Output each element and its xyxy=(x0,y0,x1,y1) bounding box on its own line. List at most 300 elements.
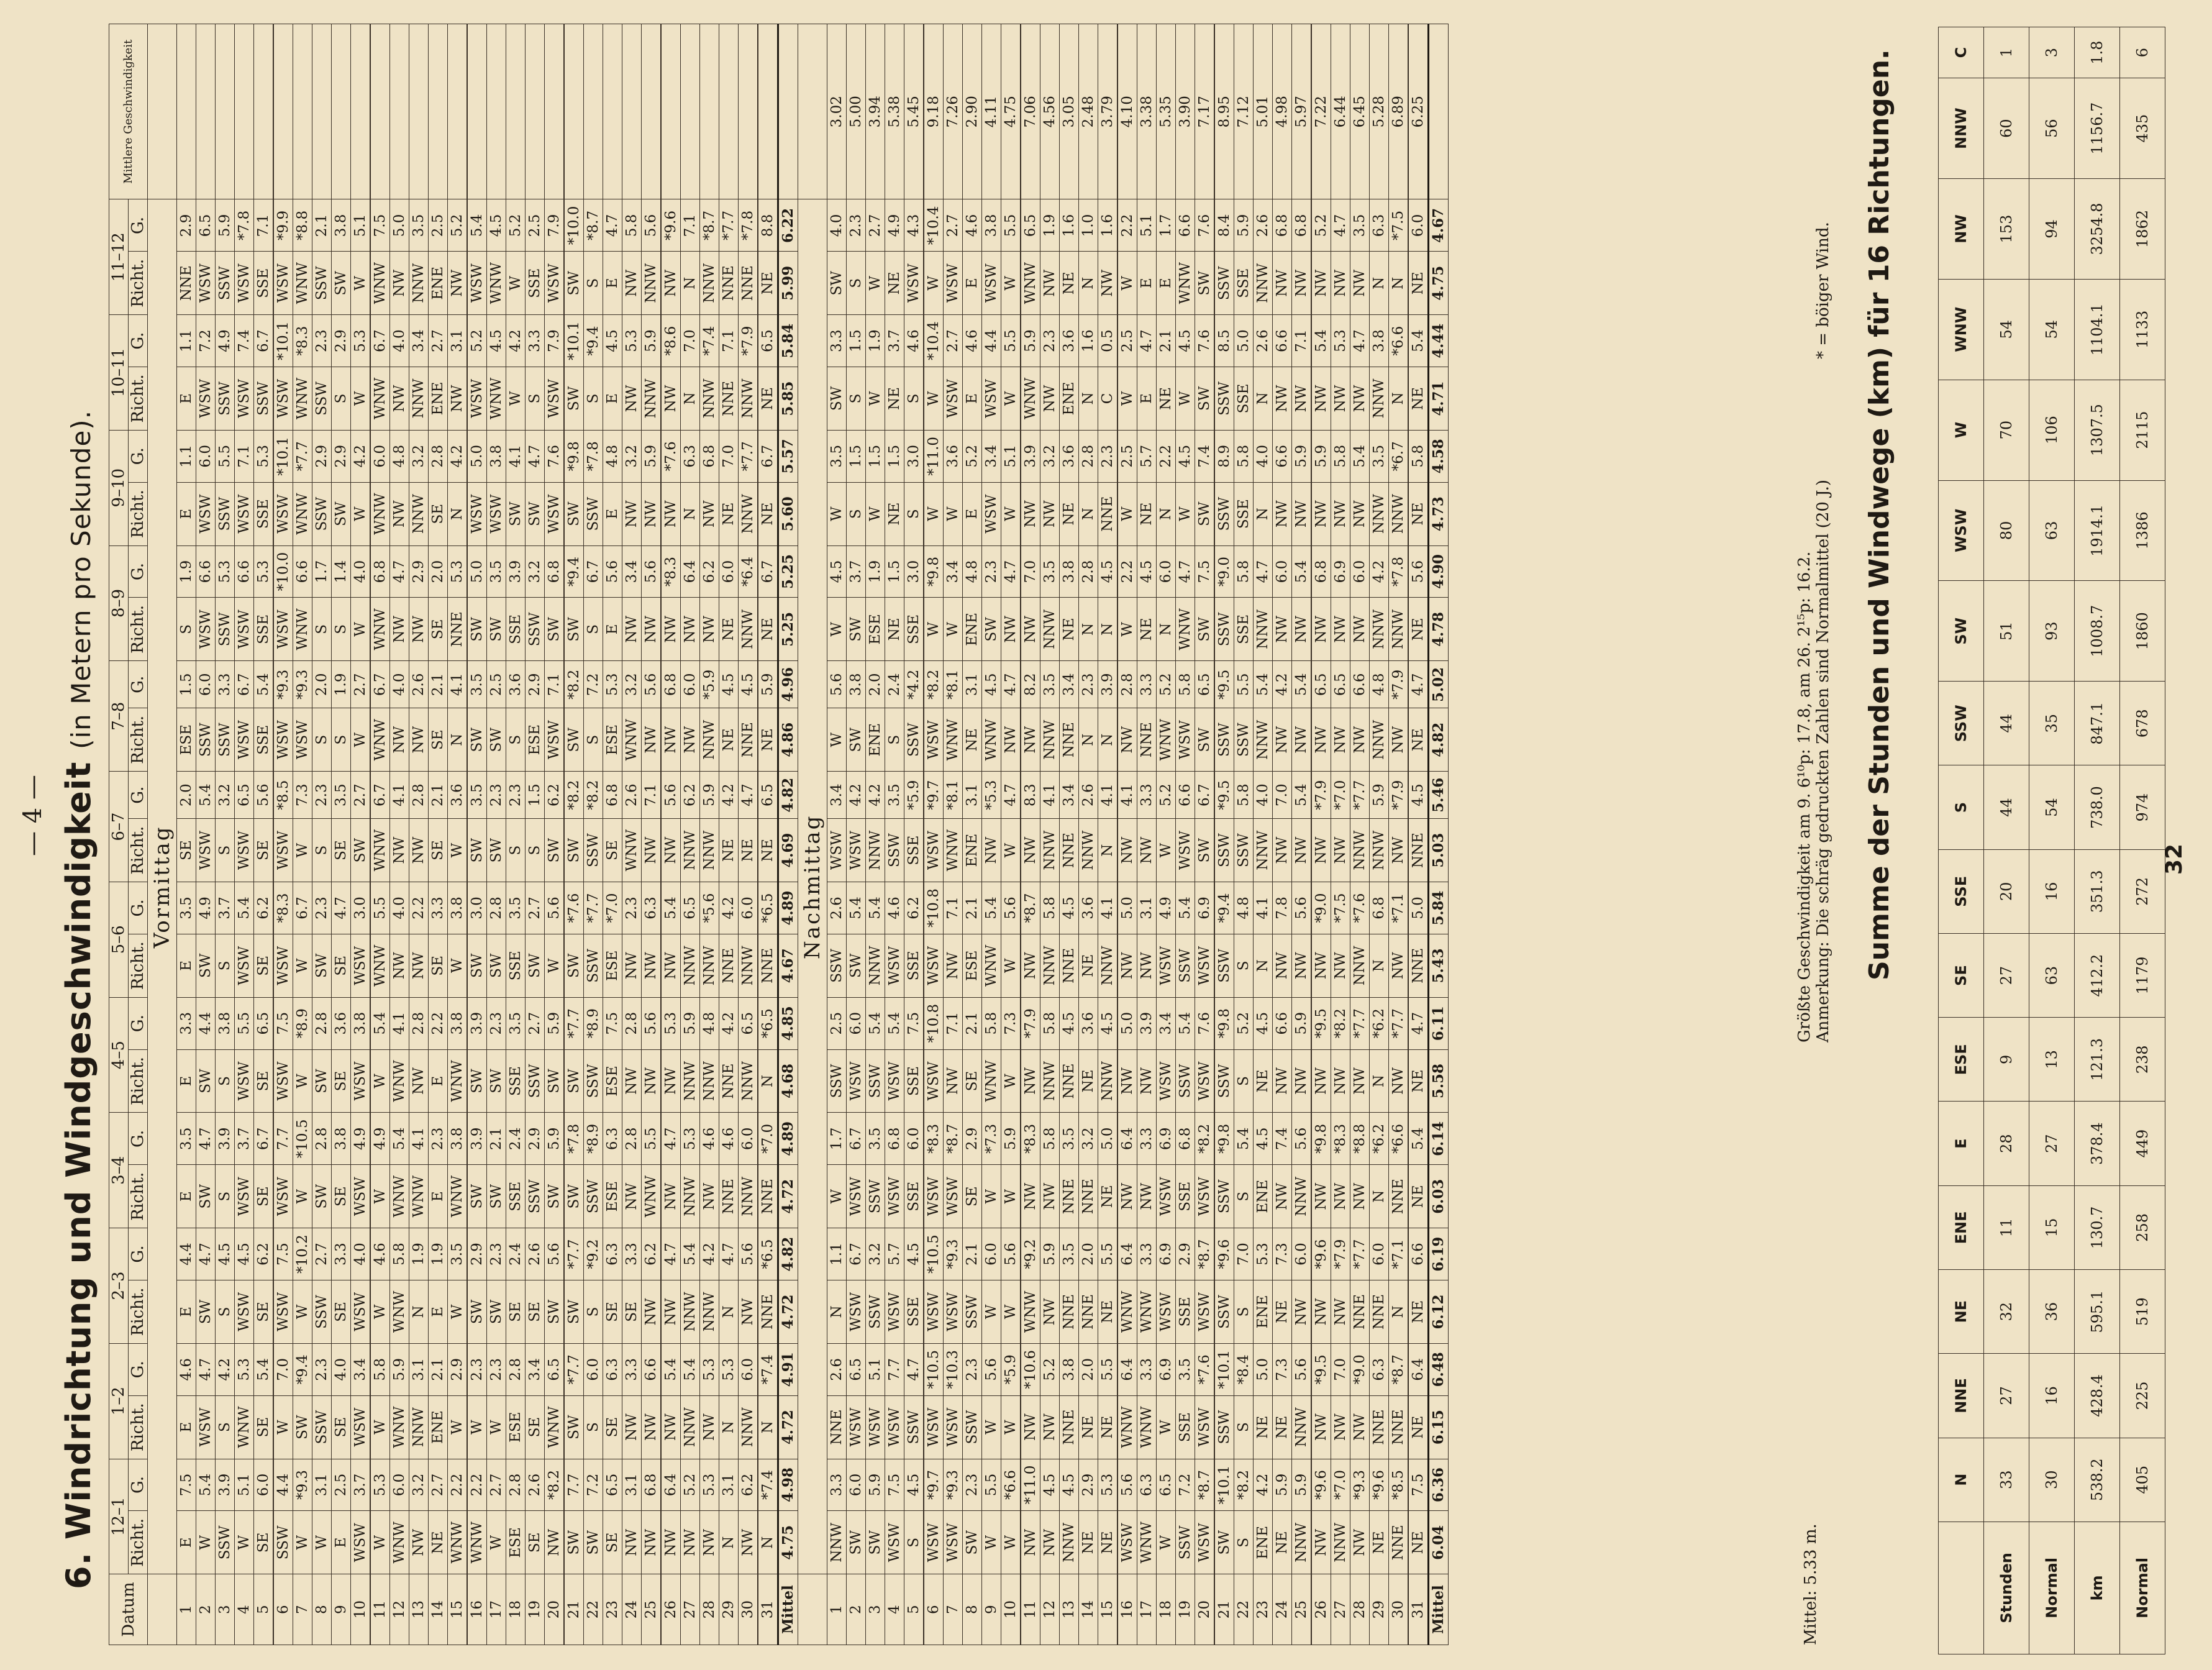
row-date: 15 xyxy=(1098,1574,1118,1645)
cell-direction: WNW xyxy=(622,708,642,772)
cell-speed: 2.7 xyxy=(487,1459,506,1511)
period-header: 10–11 xyxy=(109,315,129,431)
cell-speed: 6.0 xyxy=(1408,199,1429,252)
cell-speed: 4.3 xyxy=(904,199,924,252)
table-row xyxy=(1234,24,1254,1645)
cell-direction: NW xyxy=(1311,367,1331,431)
cell-direction: W xyxy=(1001,252,1021,315)
cell-direction: WSW xyxy=(944,367,963,431)
cell-direction: SW xyxy=(1195,819,1215,882)
cell-speed: 3.3 xyxy=(827,1459,847,1511)
summe-cell: 428.4 xyxy=(2075,1354,2120,1438)
row-mean-speed: 7.26 xyxy=(944,24,963,199)
cell-speed: 2.7 xyxy=(526,882,545,934)
cell-speed: 1.5 xyxy=(177,661,196,708)
row-mean-speed xyxy=(177,24,196,199)
direction-header: NNE xyxy=(1939,1354,1984,1438)
cell-speed: 3.8 xyxy=(448,997,468,1049)
cell-direction: SW xyxy=(196,1049,216,1113)
cell-speed: *9.5 xyxy=(1214,661,1234,708)
cell-direction: E xyxy=(177,1280,196,1344)
table-row xyxy=(196,24,216,1645)
cell-speed: *8.2 xyxy=(1195,1113,1215,1165)
cell-speed: 3.3 xyxy=(526,315,545,367)
cell-direction: NE xyxy=(885,482,904,545)
cell-direction: E xyxy=(963,482,982,545)
cell-direction: W xyxy=(506,367,526,431)
summe-cell: 27 xyxy=(1984,1354,2029,1438)
cell-speed: *8.8 xyxy=(293,199,312,252)
cell-direction: NW xyxy=(642,1280,662,1344)
cell-direction: W xyxy=(1117,598,1137,661)
cell-speed: 5.5 xyxy=(370,882,390,934)
cell-speed: 7.7 xyxy=(273,1113,293,1165)
summe-row-label: Normal xyxy=(2120,1522,2165,1654)
row-mean-speed xyxy=(661,24,681,199)
cell-direction: WSW xyxy=(885,1165,904,1228)
cell-direction: NNW xyxy=(739,598,758,661)
cell-direction: NW xyxy=(1292,1280,1312,1344)
cell-direction: NW xyxy=(1331,1049,1350,1113)
cell-speed: *8.5 xyxy=(1389,1459,1409,1511)
cell-direction: WNW xyxy=(390,1511,409,1574)
cell-speed: 3.2 xyxy=(622,430,642,482)
cell-speed: 5.84 xyxy=(1429,882,1449,934)
cell-direction: E xyxy=(603,252,622,315)
row-date: 4 xyxy=(235,1574,254,1645)
cell-speed: 1.9 xyxy=(866,315,885,367)
cell-direction: W xyxy=(1001,1511,1021,1574)
cell-speed: 3.5 xyxy=(177,882,196,934)
cell-direction: NW xyxy=(409,1049,429,1113)
cell-speed: 5.0 xyxy=(1098,1113,1118,1165)
cell-speed: 2.7 xyxy=(429,315,448,367)
cell-speed: 2.7 xyxy=(526,997,545,1049)
cell-direction: NE xyxy=(1098,1165,1118,1228)
direction-header: WNW xyxy=(1939,279,1984,380)
row-date: 22 xyxy=(584,1574,603,1645)
cell-speed: 8.4 xyxy=(1214,199,1234,252)
cell-speed: 5.0 xyxy=(467,545,487,598)
cell-speed: 8.2 xyxy=(1021,661,1040,708)
cell-speed: *5.3 xyxy=(982,772,1001,819)
row-mean-speed xyxy=(390,24,409,199)
cell-speed: 5.2 xyxy=(467,315,487,367)
cell-speed: *8.6 xyxy=(661,315,681,367)
summe-cell: 405 xyxy=(2120,1438,2165,1522)
cell-speed: 7.8 xyxy=(1273,882,1292,934)
cell-speed: 7.4 xyxy=(1273,1113,1292,1165)
cell-speed: 6.4 xyxy=(1117,1113,1137,1165)
cell-speed: 2.3 xyxy=(622,882,642,934)
cell-direction: SW xyxy=(1214,1511,1234,1574)
cell-direction: SSW xyxy=(526,598,545,661)
cell-direction: SE xyxy=(603,819,622,882)
cell-direction: NW xyxy=(681,598,700,661)
cell-direction: WNW xyxy=(944,708,963,772)
cell-speed: 2.3 xyxy=(312,882,332,934)
row-date: 31 xyxy=(1408,1574,1429,1645)
cell-speed: *7.6 xyxy=(564,882,584,934)
cell-direction: NNW xyxy=(1060,1511,1079,1574)
cell-speed: 4.0 xyxy=(390,882,409,934)
cell-direction: NNW xyxy=(1098,934,1118,997)
cell-speed: 4.6 xyxy=(885,882,904,934)
cell-speed: 8.9 xyxy=(1214,430,1234,482)
speed-header: Mittlere Geschwindigkeit xyxy=(109,24,148,199)
page-title xyxy=(59,410,98,1589)
cell-direction: NNW xyxy=(642,367,662,431)
cell-direction: SSE xyxy=(526,252,545,315)
cell-speed: 4.0 xyxy=(351,1228,371,1280)
cell-direction: NW xyxy=(944,934,963,997)
cell-speed: 5.4 xyxy=(196,772,216,819)
cell-speed: 6.8 xyxy=(603,772,622,819)
cell-speed: *9.7 xyxy=(924,1459,944,1511)
cell-speed: *7.9 xyxy=(739,315,758,367)
cell-speed: 7.0 xyxy=(1331,1343,1350,1395)
summe-cell: 238 xyxy=(2120,1018,2165,1102)
cell-speed: 5.6 xyxy=(661,772,681,819)
cell-speed: *8.2 xyxy=(564,772,584,819)
cell-speed: *7.4 xyxy=(700,315,719,367)
cell-direction: N xyxy=(1157,482,1176,545)
row-mean-speed: 9.18 xyxy=(924,24,944,199)
cell-direction: SW xyxy=(293,1395,312,1459)
row-mean-speed: 3.02 xyxy=(827,24,847,199)
summe-cell: 153 xyxy=(1984,179,2029,280)
cell-direction: SSW xyxy=(196,708,216,772)
cell-speed: 4.0 xyxy=(390,315,409,367)
cell-speed: 4.7 xyxy=(1408,661,1429,708)
cell-speed: 2.2 xyxy=(409,882,429,934)
row-date: 9 xyxy=(332,1574,351,1645)
cell-direction: NNW xyxy=(1040,598,1060,661)
cell-direction: WSW xyxy=(924,1395,944,1459)
direction-header: ESE xyxy=(1939,1018,1984,1102)
cell-direction: SW xyxy=(332,252,351,315)
summe-cell: 2115 xyxy=(2120,380,2165,480)
cell-speed: 1.9 xyxy=(409,1228,429,1280)
richt-header: Richt. xyxy=(129,819,148,882)
summe-cell: 1862 xyxy=(2120,179,2165,280)
cell-direction: SW xyxy=(847,598,866,661)
row-mean-speed xyxy=(758,24,778,199)
cell-direction: NNW xyxy=(700,708,719,772)
cell-direction: NW xyxy=(1331,482,1350,545)
cell-speed: 1.9 xyxy=(1040,199,1060,252)
cell-speed: 7.2 xyxy=(584,661,603,708)
direction-header: SSW xyxy=(1939,682,1984,765)
table-row xyxy=(429,24,448,1645)
cell-direction: N xyxy=(681,482,700,545)
cell-speed: 6.0 xyxy=(739,882,758,934)
richt-header: Richt. xyxy=(129,482,148,545)
cell-speed: *7.7 xyxy=(584,882,603,934)
cell-direction: 5.85 xyxy=(778,367,798,431)
row-mean-speed xyxy=(622,24,642,199)
summe-cell: 51 xyxy=(1984,581,2029,682)
cell-direction: NW xyxy=(1331,367,1350,431)
cell-direction: SW xyxy=(196,1165,216,1228)
cell-direction: WSW xyxy=(847,1395,866,1459)
cell-direction: W xyxy=(351,252,371,315)
cell-direction: SSW xyxy=(584,482,603,545)
cell-direction: NNW xyxy=(700,1049,719,1113)
cell-direction: SW xyxy=(564,1165,584,1228)
cell-speed: 3.9 xyxy=(216,1113,235,1165)
cell-direction: WNW xyxy=(370,598,390,661)
richt-header: Richt. xyxy=(129,1511,148,1574)
cell-speed: 5.4 xyxy=(1176,882,1195,934)
cell-speed: 2.8 xyxy=(409,772,429,819)
cell-direction: 4.72 xyxy=(778,1280,798,1344)
cell-speed: 4.7 xyxy=(1137,315,1157,367)
cell-direction: NW xyxy=(1040,1395,1060,1459)
cell-speed: 5.8 xyxy=(1234,772,1254,819)
cell-direction: E xyxy=(177,1395,196,1459)
cell-direction: NW xyxy=(1311,1049,1331,1113)
cell-direction: SSW xyxy=(1214,934,1234,997)
cell-direction: SSE xyxy=(1234,482,1254,545)
cell-speed: 2.1 xyxy=(429,661,448,708)
cell-direction: WNW xyxy=(390,1395,409,1459)
cell-direction: SW xyxy=(564,819,584,882)
cell-direction: WSW xyxy=(351,934,371,997)
cell-direction: NNW xyxy=(1389,598,1409,661)
cell-direction: SW xyxy=(982,598,1001,661)
cell-direction: NW xyxy=(661,367,681,431)
row-date: 14 xyxy=(429,1574,448,1645)
cell-direction: WSW xyxy=(273,367,293,431)
cell-direction: NE xyxy=(1079,1395,1098,1459)
cell-speed: 7.0 xyxy=(1021,545,1040,598)
cell-speed: 2.8 xyxy=(506,1459,526,1511)
cell-speed: 6.3 xyxy=(1370,199,1389,252)
cell-direction: NW xyxy=(1331,1280,1350,1344)
row-date: 25 xyxy=(642,1574,662,1645)
cell-direction: W xyxy=(545,934,565,997)
cell-speed: 3.2 xyxy=(216,772,235,819)
row-mean-speed: 3.38 xyxy=(1137,24,1157,199)
cell-direction: SSE xyxy=(904,1049,924,1113)
cell-speed: 6.6 xyxy=(1350,661,1370,708)
direction-header: WSW xyxy=(1939,480,1984,581)
cell-direction: WSW xyxy=(273,1280,293,1344)
cell-speed: 2.0 xyxy=(429,545,448,598)
cell-direction: NW xyxy=(1292,598,1312,661)
cell-speed: 4.2 xyxy=(700,1228,719,1280)
cell-direction: NW xyxy=(1292,1049,1312,1113)
cell-direction: 6.12 xyxy=(1429,1280,1449,1344)
cell-speed: 6.5 xyxy=(235,772,254,819)
cell-direction: S xyxy=(312,598,332,661)
cell-speed: 6.5 xyxy=(196,199,216,252)
cell-speed: 4.2 xyxy=(847,772,866,819)
cell-speed: 1.6 xyxy=(1098,199,1118,252)
table-row xyxy=(1389,24,1409,1645)
cell-direction: NW xyxy=(1350,1511,1370,1574)
row-date: 10 xyxy=(351,1574,371,1645)
row-mean-speed xyxy=(312,24,332,199)
table-row xyxy=(866,24,885,1645)
cell-direction: 4.69 xyxy=(778,819,798,882)
cell-speed: 5.0 xyxy=(1408,882,1429,934)
cell-direction: NNW xyxy=(1350,819,1370,882)
cell-direction: SSE xyxy=(1234,598,1254,661)
cell-direction: N xyxy=(758,1049,778,1113)
cell-speed: 3.5 xyxy=(1040,661,1060,708)
richt-header: Richt. xyxy=(129,708,148,772)
cell-direction: SSW xyxy=(1214,598,1234,661)
cell-speed: 2.3 xyxy=(429,1113,448,1165)
cell-direction: N xyxy=(1098,819,1118,882)
cell-direction: SSW xyxy=(1176,1511,1195,1574)
cell-speed: 5.5 xyxy=(235,997,254,1049)
cell-speed: *8.2 xyxy=(564,661,584,708)
table-row xyxy=(1331,24,1350,1645)
cell-direction: WNW xyxy=(642,1165,662,1228)
cell-direction: WSW xyxy=(351,1049,371,1113)
cell-direction: WSW xyxy=(235,819,254,882)
cell-speed: 8.8 xyxy=(758,199,778,252)
summe-cell: 678 xyxy=(2120,682,2165,765)
cell-direction: W xyxy=(351,482,371,545)
cell-speed: *10.1 xyxy=(273,315,293,367)
cell-direction: NNE xyxy=(758,1280,778,1344)
summe-cell: 1156.7 xyxy=(2075,78,2120,179)
cell-speed: 7.6 xyxy=(1195,315,1215,367)
cell-direction: NE xyxy=(1273,1395,1292,1459)
cell-speed: 3.8 xyxy=(1060,1343,1079,1395)
cell-direction: NE xyxy=(1408,1280,1429,1344)
summe-cell: 32 xyxy=(1984,1270,2029,1354)
cell-speed: 6.5 xyxy=(758,315,778,367)
row-date: 29 xyxy=(719,1574,739,1645)
summe-cell: 538.2 xyxy=(2075,1438,2120,1522)
direction-header: SSE xyxy=(1939,849,1984,933)
cell-direction: NW xyxy=(1350,708,1370,772)
cell-direction: NE xyxy=(758,708,778,772)
cell-direction: NNW xyxy=(739,1395,758,1459)
table-row xyxy=(758,24,778,1645)
cell-speed: 2.1 xyxy=(487,1113,506,1165)
cell-direction: W xyxy=(1176,482,1195,545)
summe-cell: 60 xyxy=(1984,78,2029,179)
row-mean-speed: 6.25 xyxy=(1408,24,1429,199)
row-mean-speed: 2.48 xyxy=(1079,24,1098,199)
cell-speed: 3.5 xyxy=(1060,1113,1079,1165)
cell-direction: S xyxy=(1234,1395,1254,1459)
cell-speed: 2.5 xyxy=(1117,315,1137,367)
cell-speed: 5.8 xyxy=(1408,430,1429,482)
cell-direction: NW xyxy=(1350,598,1370,661)
cell-direction: WNW xyxy=(622,819,642,882)
row-date: 9 xyxy=(982,1574,1001,1645)
cell-direction: 5.60 xyxy=(778,482,798,545)
row-mean-speed: 5.00 xyxy=(847,24,866,199)
cell-speed: 6.5 xyxy=(758,772,778,819)
g-header: G. xyxy=(129,315,148,367)
cell-speed: 6.2 xyxy=(904,882,924,934)
cell-speed: 3.8 xyxy=(847,661,866,708)
row-date: 22 xyxy=(1234,1574,1254,1645)
cell-direction: NE xyxy=(719,708,739,772)
cell-direction: WSW xyxy=(196,598,216,661)
cell-direction: WSW xyxy=(1157,1280,1176,1344)
summe-row-label: Stunden xyxy=(1984,1522,2029,1654)
cell-speed: 2.6 xyxy=(1254,199,1273,252)
cell-direction: 4.75 xyxy=(1429,252,1449,315)
cell-speed: 5.4 xyxy=(1350,430,1370,482)
cell-direction: NW xyxy=(390,367,409,431)
cell-direction: W xyxy=(235,1511,254,1574)
cell-direction: NW xyxy=(545,1511,565,1574)
cell-speed: 6.2 xyxy=(254,1228,274,1280)
cell-speed: 6.8 xyxy=(700,430,719,482)
cell-direction: SW xyxy=(332,482,351,545)
cell-speed: *7.6 xyxy=(1195,1343,1215,1395)
cell-direction: SE xyxy=(603,1395,622,1459)
cell-speed: *5.6 xyxy=(700,882,719,934)
cell-speed: 3.5 xyxy=(467,661,487,708)
row-date: 19 xyxy=(526,1574,545,1645)
cell-speed: 5.6 xyxy=(1408,545,1429,598)
cell-speed: 2.9 xyxy=(177,199,196,252)
row-date: 17 xyxy=(487,1574,506,1645)
table-row xyxy=(719,24,739,1645)
cell-direction: SW xyxy=(312,1049,332,1113)
cell-speed: 5.5 xyxy=(1234,661,1254,708)
cell-speed: *9.0 xyxy=(1214,545,1234,598)
cell-speed: 4.5 xyxy=(1060,997,1079,1049)
cell-direction: 5.03 xyxy=(1429,819,1449,882)
cell-speed: *7.9 xyxy=(1331,1228,1350,1280)
cell-speed: *9.3 xyxy=(1350,1459,1370,1511)
cell-speed: *7.0 xyxy=(758,1113,778,1165)
cell-direction: ESE xyxy=(603,708,622,772)
table-row xyxy=(564,24,584,1645)
cell-speed: 7.4 xyxy=(235,315,254,367)
cell-speed: 2.5 xyxy=(526,199,545,252)
cell-speed: 6.0 xyxy=(254,1459,274,1511)
cell-speed: 2.9 xyxy=(526,1113,545,1165)
summe-cell: 36 xyxy=(2029,1270,2075,1354)
row-mean-speed: 6.45 xyxy=(1350,24,1370,199)
cell-direction: WSW xyxy=(982,482,1001,545)
cell-speed: *5.9 xyxy=(700,661,719,708)
cell-direction: NW xyxy=(448,367,468,431)
cell-speed: 3.3 xyxy=(622,1228,642,1280)
summe-cell: 1307.5 xyxy=(2075,380,2120,480)
cell-speed: 2.8 xyxy=(312,1113,332,1165)
cell-direction: NNW xyxy=(739,934,758,997)
row-mean-speed: 2.90 xyxy=(963,24,982,199)
cell-direction: WSW xyxy=(545,708,565,772)
cell-direction: NW xyxy=(1331,708,1350,772)
cell-speed: 5.9 xyxy=(758,661,778,708)
cell-direction: W xyxy=(506,252,526,315)
cell-speed: 7.2 xyxy=(1176,1459,1195,1511)
cell-speed: 5.0 xyxy=(390,199,409,252)
row-mean-speed: 4.10 xyxy=(1117,24,1137,199)
cell-speed: 6.8 xyxy=(1292,199,1312,252)
cell-speed: 3.5 xyxy=(177,1113,196,1165)
cell-speed: 5.9 xyxy=(1234,199,1254,252)
cell-direction: NW xyxy=(1292,482,1312,545)
table-row xyxy=(847,24,866,1645)
cell-speed: *9.8 xyxy=(1214,1113,1234,1165)
